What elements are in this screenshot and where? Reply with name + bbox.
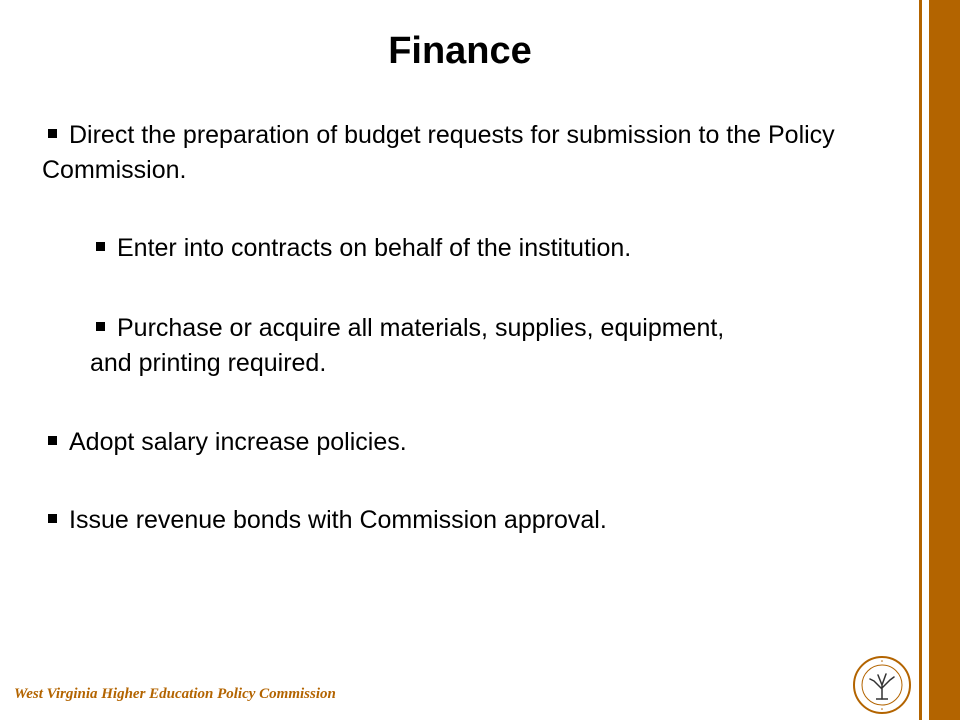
square-bullet-icon [48,514,57,523]
accent-bar [929,0,960,720]
footer-text: West Virginia Higher Education Policy Commission [14,686,336,702]
tree-seal-icon [852,655,912,715]
bullet-item [90,311,750,381]
square-bullet-icon [96,242,105,251]
bullet-item [42,425,862,460]
bullet-text: Direct the preparation of budget requests for submission to the Policy Commission. [42,121,835,184]
bullet-text: Issue revenue bonds with Commission approval. [69,506,607,534]
bullet-item [42,503,892,538]
bullet-text: Purchase or acquire all materials, supplies, equipment, and printing required. [90,314,725,377]
square-bullet-icon [48,436,57,445]
bullet-item [42,118,872,188]
bullet-text: Enter into contracts on behalf of the institution. [117,234,632,262]
square-bullet-icon [48,129,57,138]
bullet-item [90,231,890,266]
bullet-text: Adopt salary increase policies. [69,428,407,456]
accent-rule [919,0,922,720]
slide-title: Finance [388,30,532,72]
square-bullet-icon [96,322,105,331]
